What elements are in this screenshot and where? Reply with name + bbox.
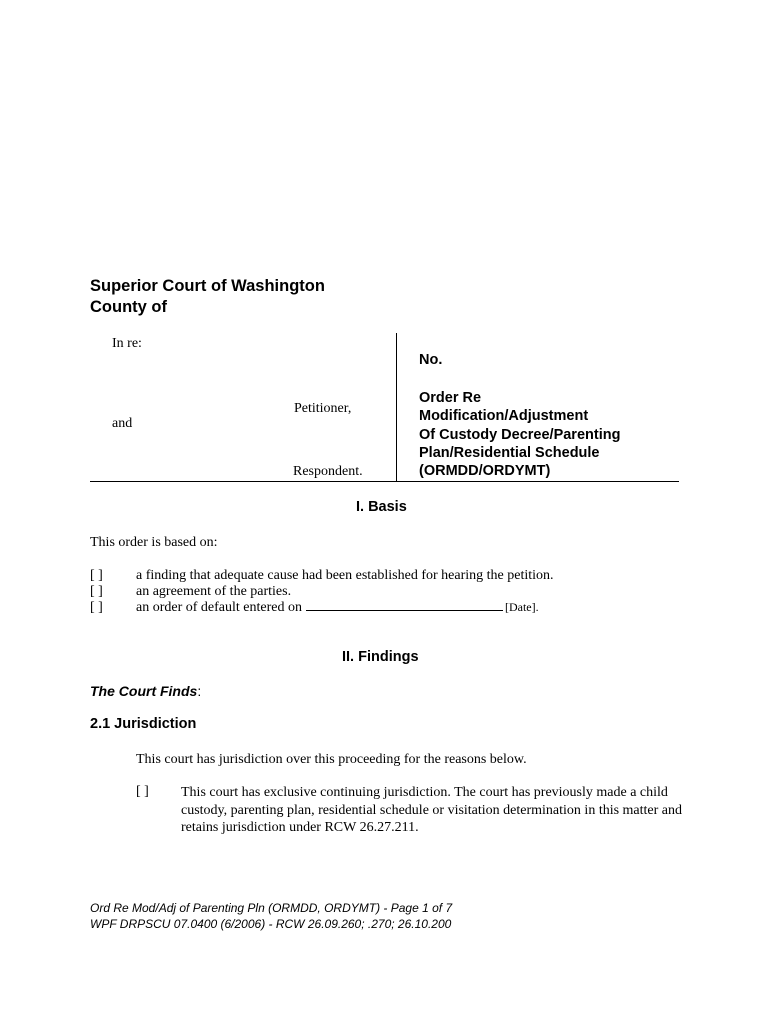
order-title xyxy=(419,389,620,480)
order-title-line: Modification/Adjustment xyxy=(419,408,589,425)
caption-vertical-divider xyxy=(396,333,397,481)
basis-item-adequate-cause: a finding that adequate cause had been established for hearing the petition. xyxy=(136,568,554,583)
court-finds-text: The Court Finds xyxy=(90,683,198,699)
default-order-text: an order of default entered on xyxy=(136,600,302,615)
order-title-line: (ORMDD/ORDYMT) xyxy=(419,463,551,480)
basis-checkbox-adequate-cause[interactable]: [ ] xyxy=(90,568,103,583)
court-finds-colon: : xyxy=(197,683,202,699)
basis-checkbox-default[interactable]: [ ] xyxy=(90,600,103,615)
date-label: [Date]. xyxy=(504,600,539,614)
basis-intro: This order is based on: xyxy=(90,535,218,550)
order-title-line: Plan/Residential Schedule xyxy=(419,444,600,461)
and-label: and xyxy=(112,416,133,431)
basis-item-agreement: an agreement of the parties. xyxy=(136,584,292,599)
page-footer xyxy=(90,900,452,932)
jurisdiction-heading: 2.1 Jurisdiction xyxy=(90,716,197,732)
respondent-label: Respondent. xyxy=(293,464,363,479)
basis-item-default xyxy=(136,600,539,616)
exclusive-jurisdiction-line: This court has exclusive continuing jurisdiction. The court has previously made a child xyxy=(181,785,668,800)
case-number-label: No. xyxy=(419,352,443,368)
order-title-line: Order Re xyxy=(419,390,482,406)
jurisdiction-intro: This court has jurisdiction over this proceeding for the reasons below. xyxy=(136,752,527,767)
court-finds-label xyxy=(90,683,201,699)
findings-heading: II. Findings xyxy=(342,649,419,665)
footer-form-code: WPF DRPSCU 07.0400 (6/2006) - RCW 26.09.260; .270; 26.10.200 xyxy=(90,917,452,931)
default-date-field[interactable] xyxy=(306,600,503,611)
caption-horizontal-divider xyxy=(90,481,679,482)
court-name: Superior Court of Washington xyxy=(90,277,325,295)
court-title xyxy=(90,276,325,318)
county-line: County of xyxy=(90,298,167,316)
basis-checkbox-agreement[interactable]: [ ] xyxy=(90,584,103,599)
exclusive-jurisdiction-line: retains jurisdiction under RCW 26.27.211. xyxy=(181,820,419,835)
exclusive-jurisdiction-text xyxy=(181,784,682,837)
order-title-line: Of Custody Decree/Parenting xyxy=(419,426,621,443)
exclusive-jurisdiction-checkbox[interactable]: [ ] xyxy=(136,784,149,799)
basis-heading: I. Basis xyxy=(356,499,407,515)
exclusive-jurisdiction-line: custody, parenting plan, residential schedule or visitation determination in this matter and xyxy=(181,802,683,818)
in-re-label: In re: xyxy=(112,336,142,351)
petitioner-label: Petitioner, xyxy=(294,401,352,416)
footer-form-title: Ord Re Mod/Adj of Parenting Pln (ORMDD, ORDYMT) - Page 1 of 7 xyxy=(90,901,453,915)
